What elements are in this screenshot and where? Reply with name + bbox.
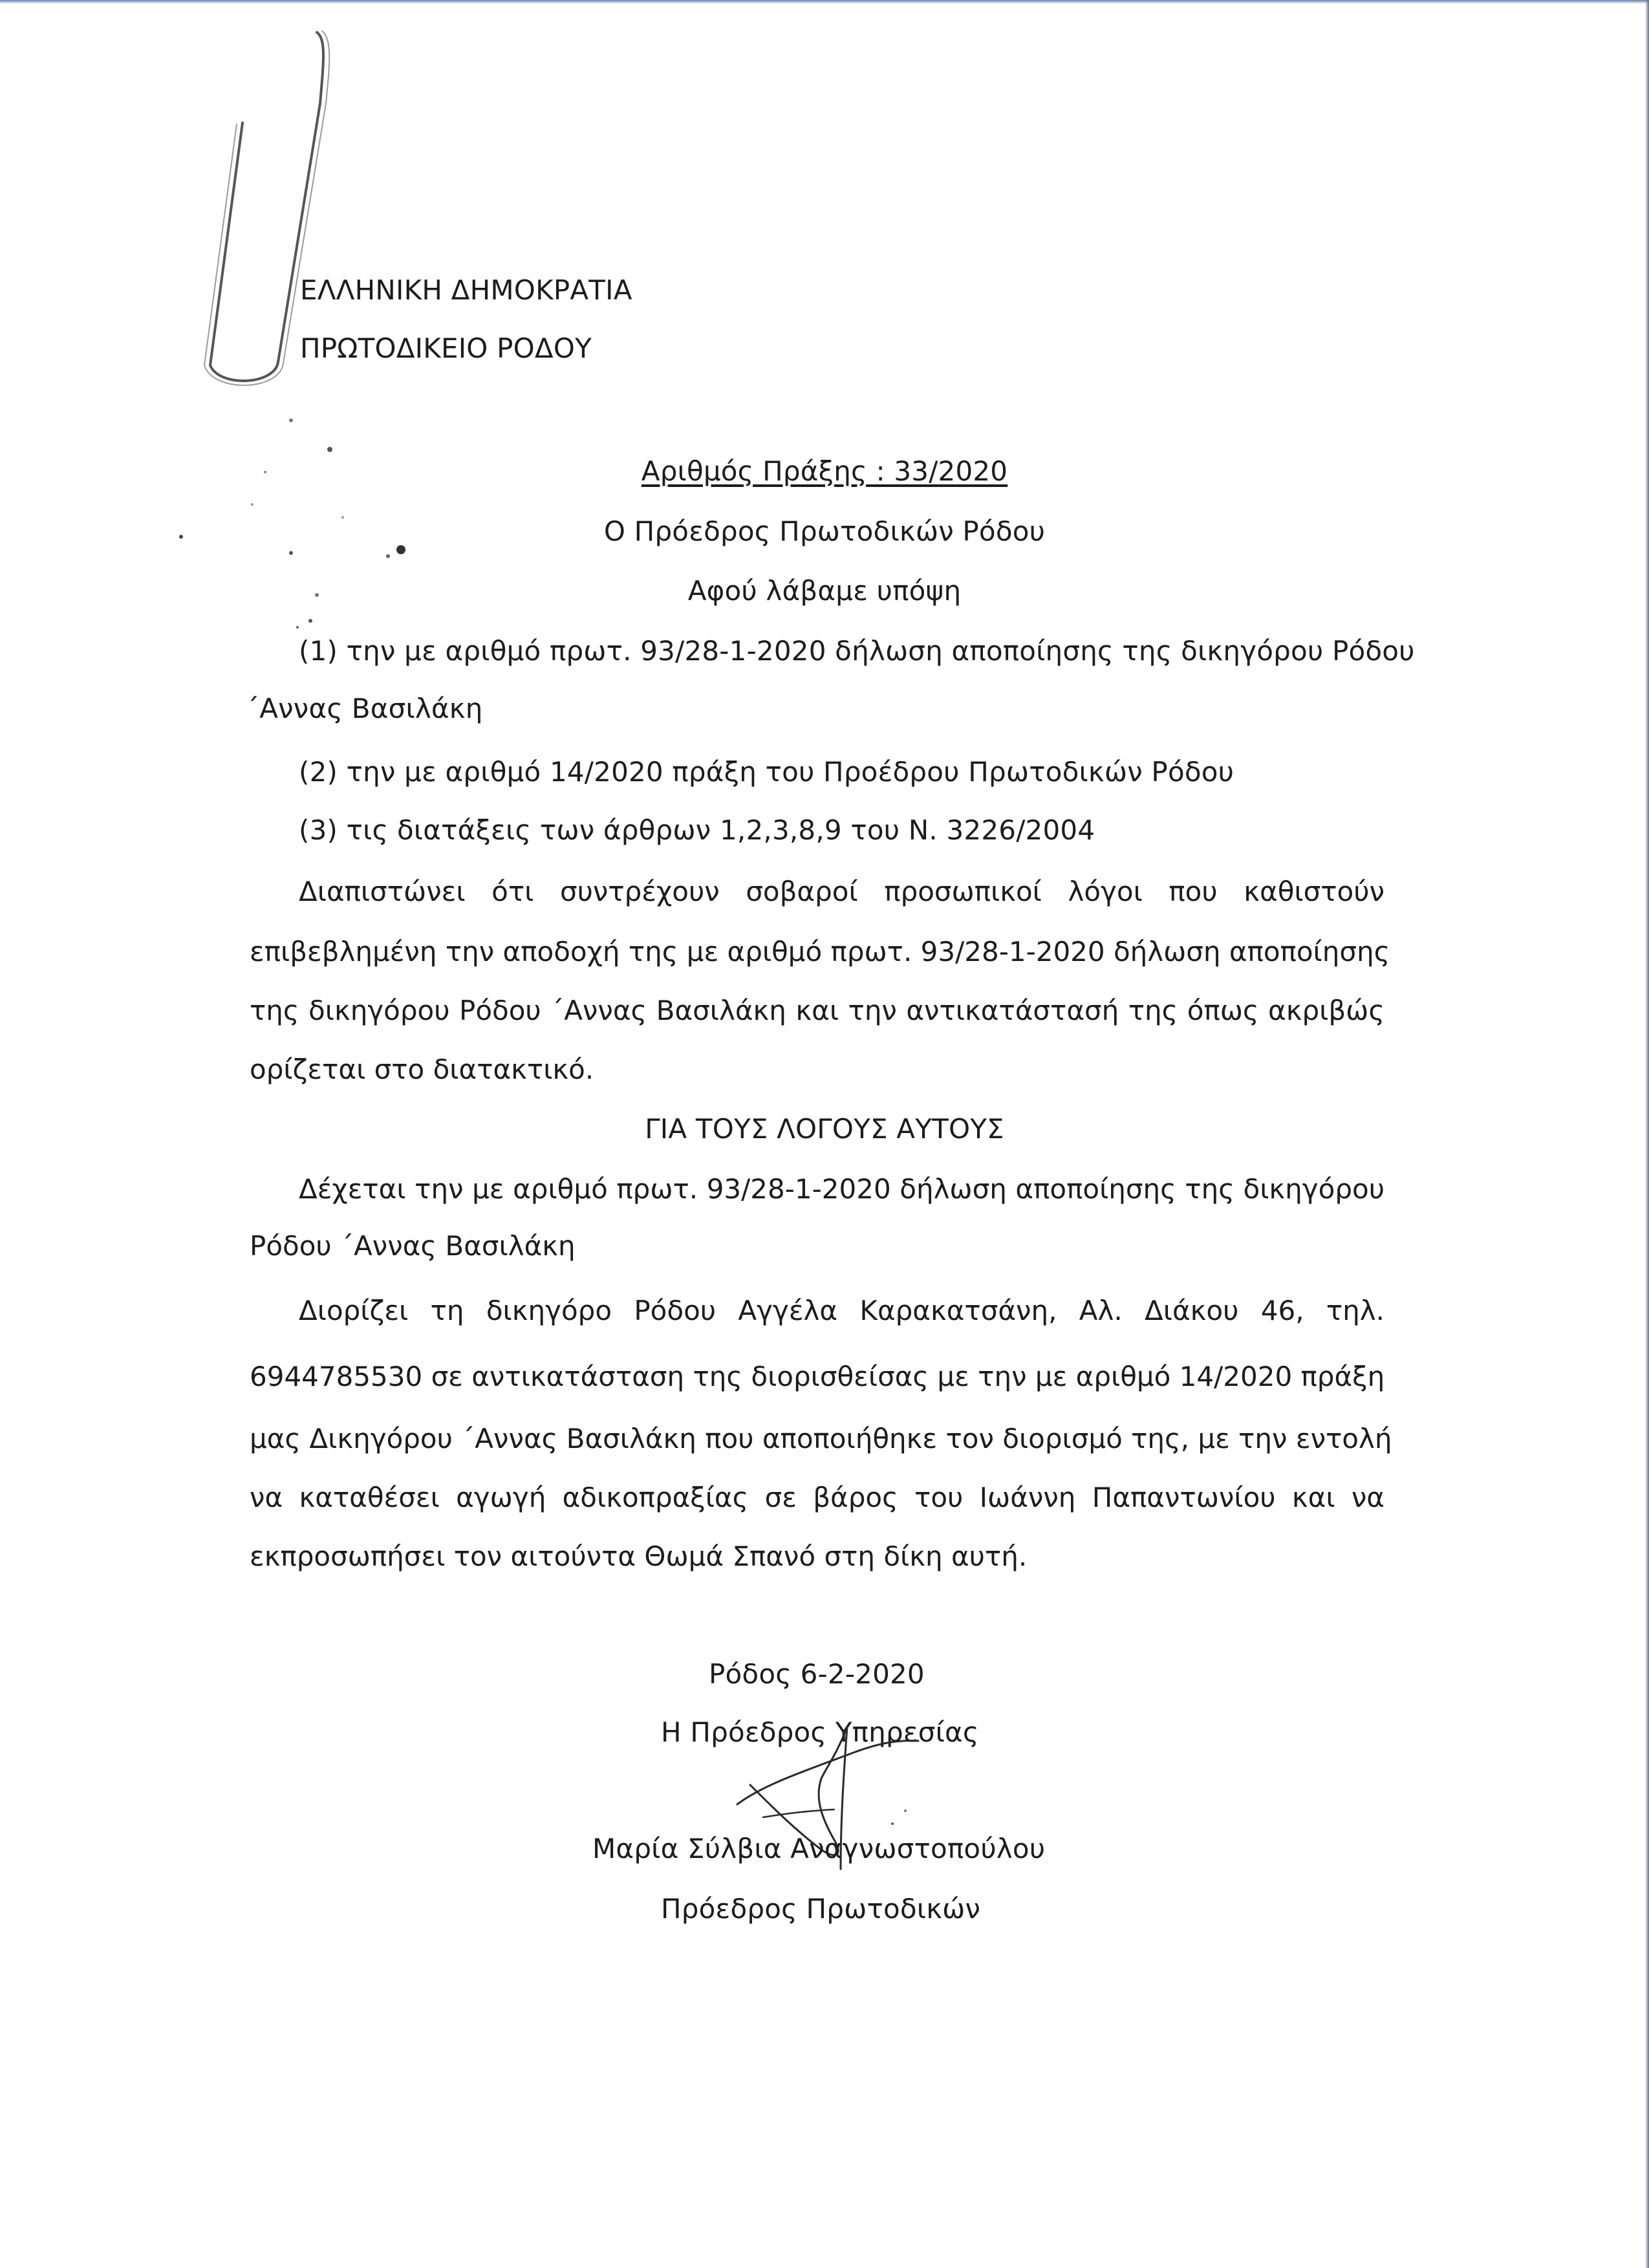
consideration-item-3: (3) τις διατάξεις των άρθρων 1,2,3,8,9 του Ν. 3226/2004 (299, 814, 1095, 846)
appointment-line-2: 6944785530 σε αντικατάσταση της διορισθείσας με την με αριθμό 14/2020 πράξη (250, 1361, 1385, 1392)
republic-heading: ΕΛΛΗΝΙΚΗ ΔΗΜΟΚΡΑΤΙΑ (300, 274, 632, 306)
scan-edge-top (0, 0, 1649, 4)
consideration-item-1: (1) την με αριθμό πρωτ. 93/28-1-2020 δήλωση αποποίησης της δικηγόρου Ρόδου (299, 635, 1415, 667)
acceptance-line-1: Δέχεται την με αριθμό πρωτ. 93/28-1-2020 δήλωση αποποίησης της δικηγόρου (299, 1173, 1385, 1205)
appointment-line-3: μας Δικηγόρου ΄Αννας Βασιλάκη που αποποιήθηκε τον διορισμό της, με την εντολή (250, 1423, 1392, 1454)
act-issuer: Ο Πρόεδρος Πρωτοδικών Ρόδου (603, 515, 1046, 547)
appointment-line-4: να καταθέσει αγωγή αδικοπραξίας σε βάρος του Ιωάννη Παπαντωνίου και να (250, 1482, 1385, 1513)
court-heading: ΠΡΩΤΟΔΙΚΕΙΟ ΡΟΔΟΥ (300, 332, 592, 364)
signatory-name: Μαρία Σύλβια Αναγνωστοπούλου (592, 1833, 1046, 1864)
finding-line-1: Διαπιστώνει ότι συντρέχουν σοβαροί προσωπικοί λόγοι που καθιστούν (299, 876, 1385, 907)
finding-line-2: επιβεβλημένη την αποδοχή της με αριθμό πρωτ. 93/28-1-2020 δήλωση αποποίησης (250, 936, 1390, 967)
consideration-item-1-continued: ΄Αννας Βασιλάκη (246, 693, 483, 724)
ruling-heading: ΓΙΑ ΤΟΥΣ ΛΟΓΟΥΣ ΑΥΤΟΥΣ (645, 1113, 1004, 1145)
signatory-role: Η Πρόεδρος Υπηρεσίας (661, 1716, 979, 1748)
appointment-line-5: εκπροσωπήσει τον αιτούντα Θωμά Σπανό στη δίκη αυτή. (250, 1540, 1028, 1572)
place-date: Ρόδος 6-2-2020 (709, 1658, 925, 1690)
signatory-title: Πρόεδρος Πρωτοδικών (661, 1893, 981, 1925)
acceptance-line-2: Ρόδου ΄Αννας Βασιλάκη (250, 1230, 576, 1262)
act-number: Αριθμός Πράξης : 33/2020 (641, 455, 1008, 487)
consideration-item-2: (2) την με αριθμό 14/2020 πράξη του Προέδρου Πρωτοδικών Ρόδου (299, 756, 1234, 788)
finding-line-4: ορίζεται στο διατακτικό. (250, 1053, 594, 1085)
appointment-line-1: Διορίζει τη δικηγόρο Ρόδου Αγγέλα Καρακατσάνη, Αλ. Διάκου 46, τηλ. (299, 1295, 1385, 1326)
finding-line-3: της δικηγόρου Ρόδου ΄Αννας Βασιλάκη και την αντικατάστασή της όπως ακριβώς (250, 995, 1385, 1026)
considering-heading: Αφού λάβαμε υπόψη (687, 575, 962, 607)
